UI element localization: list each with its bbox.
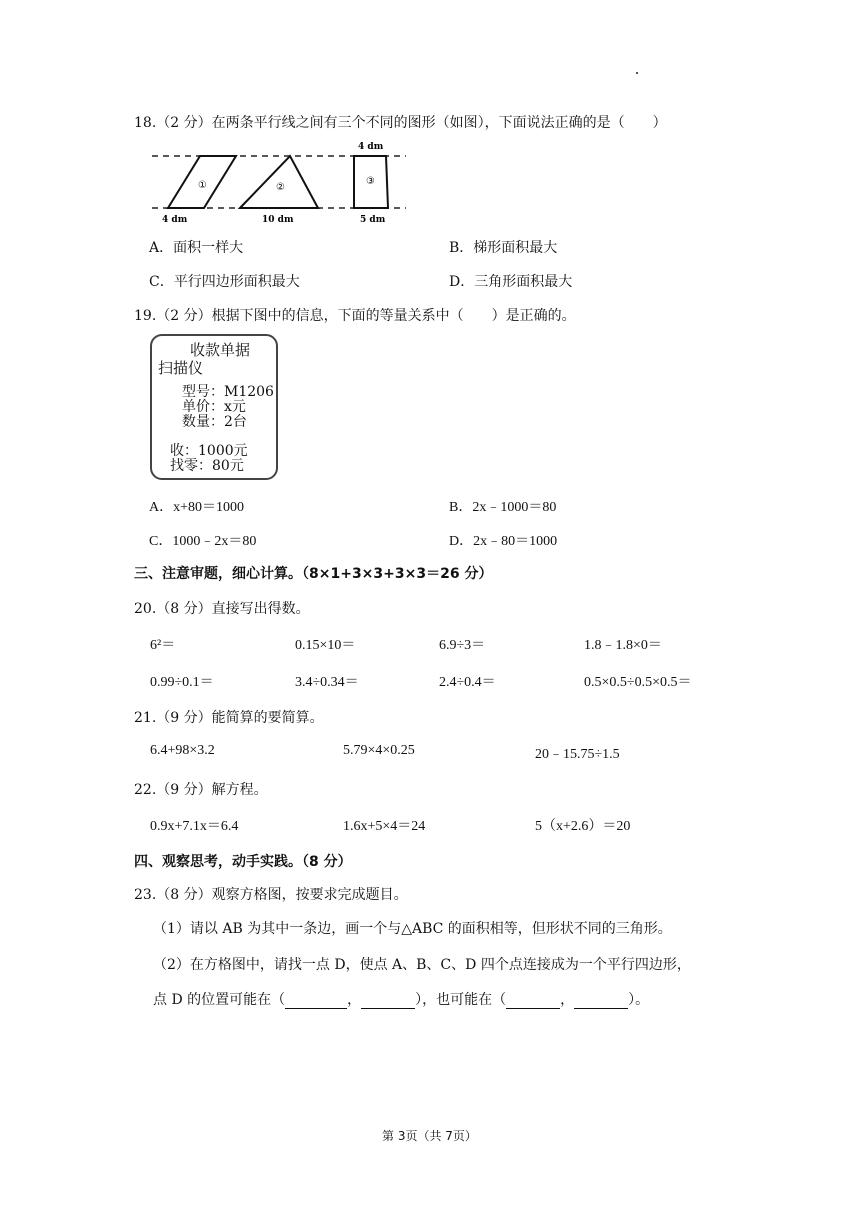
q23-part-3-middle: ），也可能在（ bbox=[415, 992, 507, 1008]
receipt-received: 收：1000元 bbox=[170, 443, 248, 459]
q20-item-1: 6²＝ bbox=[150, 638, 176, 653]
q22-item-3: 5（x+2.6）＝20 bbox=[535, 819, 631, 834]
answer-blank-1[interactable] bbox=[285, 994, 347, 1009]
receipt-item: 扫描仪 bbox=[158, 359, 204, 377]
q18-option-d: D．三角形面积最大 bbox=[449, 274, 573, 290]
q19-stem: 19.（2 分）根据下图中的信息，下面的等量关系中（ ）是正确的。 bbox=[134, 308, 576, 324]
section-4-heading: 四、观察思考，动手实践。（8 分） bbox=[134, 854, 352, 870]
q19-option-c: C．1000﹣2x＝80 bbox=[149, 534, 257, 549]
dim-label-2: 10 dm bbox=[262, 215, 294, 225]
q18-option-a: A．面积一样大 bbox=[149, 240, 244, 256]
shape-mark-3: ③ bbox=[366, 176, 375, 187]
q20-stem: 20.（8 分）直接写出得数。 bbox=[134, 601, 310, 617]
top-dim-label: 4 dm bbox=[358, 142, 384, 152]
receipt-change: 找零：80元 bbox=[170, 458, 244, 474]
q23-sep-2: ， bbox=[560, 992, 575, 1008]
q20-item-2: 0.15×10＝ bbox=[295, 638, 356, 653]
q21-item-3: 20﹣15.75÷1.5 bbox=[535, 747, 620, 762]
q21-item-2: 5.79×4×0.25 bbox=[343, 743, 415, 758]
q22-item-2: 1.6x+5×4＝24 bbox=[343, 819, 426, 834]
receipt-box bbox=[150, 334, 278, 480]
section-3-heading: 三、注意审题，细心计算。（8×1+3×3+3×3＝26 分） bbox=[134, 566, 493, 582]
page-footer: 第 3页（共 7页） bbox=[382, 1129, 477, 1143]
q18-option-c: C．平行四边形面积最大 bbox=[149, 274, 300, 290]
q19-option-a: A．x+80＝1000 bbox=[149, 500, 245, 515]
q18-figure bbox=[148, 138, 410, 226]
q20-item-5: 0.99÷0.1＝ bbox=[150, 675, 214, 690]
receipt-title: 收款单据 bbox=[190, 341, 251, 359]
q18-option-b: B．梯形面积最大 bbox=[449, 240, 558, 256]
q23-stem: 23.（8 分）观察方格图，按要求完成题目。 bbox=[134, 887, 408, 903]
q22-stem: 22.（9 分）解方程。 bbox=[134, 782, 268, 798]
q20-item-7: 2.4÷0.4＝ bbox=[439, 675, 496, 690]
q19-option-b: B．2x﹣1000＝80 bbox=[449, 500, 557, 515]
receipt-price: 单价：x元 bbox=[182, 399, 246, 415]
q20-item-4: 1.8﹣1.8×0＝ bbox=[584, 638, 662, 653]
scan-dot bbox=[636, 72, 638, 74]
q23-part-1: （1）请以 AB 为其中一条边，画一个与△ABC 的面积相等，但形状不同的三角形。 bbox=[153, 921, 672, 937]
q23-part-3-prefix: 点 D 的位置可能在（ bbox=[153, 992, 286, 1008]
dim-label-3: 5 dm bbox=[360, 215, 386, 225]
receipt-qty: 数量：2台 bbox=[182, 414, 247, 430]
q18-stem: 18.（2 分）在两条平行线之间有三个不同的图形（如图），下面说法正确的是（ ） bbox=[134, 115, 667, 131]
answer-blank-2[interactable] bbox=[361, 994, 415, 1009]
shape-mark-1: ① bbox=[198, 180, 207, 191]
answer-blank-3[interactable] bbox=[506, 994, 560, 1009]
dim-label-1: 4 dm bbox=[162, 215, 188, 225]
receipt-model: 型号：M1206 bbox=[182, 384, 274, 400]
q20-item-3: 6.9÷3＝ bbox=[439, 638, 486, 653]
q22-item-1: 0.9x+7.1x＝6.4 bbox=[150, 819, 239, 834]
q21-stem: 21.（9 分）能简算的要简算。 bbox=[134, 710, 324, 726]
q20-item-8: 0.5×0.5÷0.5×0.5＝ bbox=[584, 675, 692, 690]
q19-option-d: D．2x﹣80＝1000 bbox=[449, 534, 558, 549]
q23-part-3 bbox=[153, 989, 649, 1009]
q23-part-3-suffix: ）。 bbox=[628, 992, 650, 1008]
q21-item-1: 6.4+98×3.2 bbox=[150, 743, 215, 758]
q23-sep-1: ， bbox=[347, 992, 362, 1008]
answer-blank-4[interactable] bbox=[574, 994, 628, 1009]
q20-item-6: 3.4÷0.34＝ bbox=[295, 675, 359, 690]
q23-part-2: （2）在方格图中，请找一点 D，使点 A、B、C、D 四个点连接成为一个平行四边形， bbox=[153, 957, 691, 973]
shape-mark-2: ② bbox=[276, 182, 285, 193]
